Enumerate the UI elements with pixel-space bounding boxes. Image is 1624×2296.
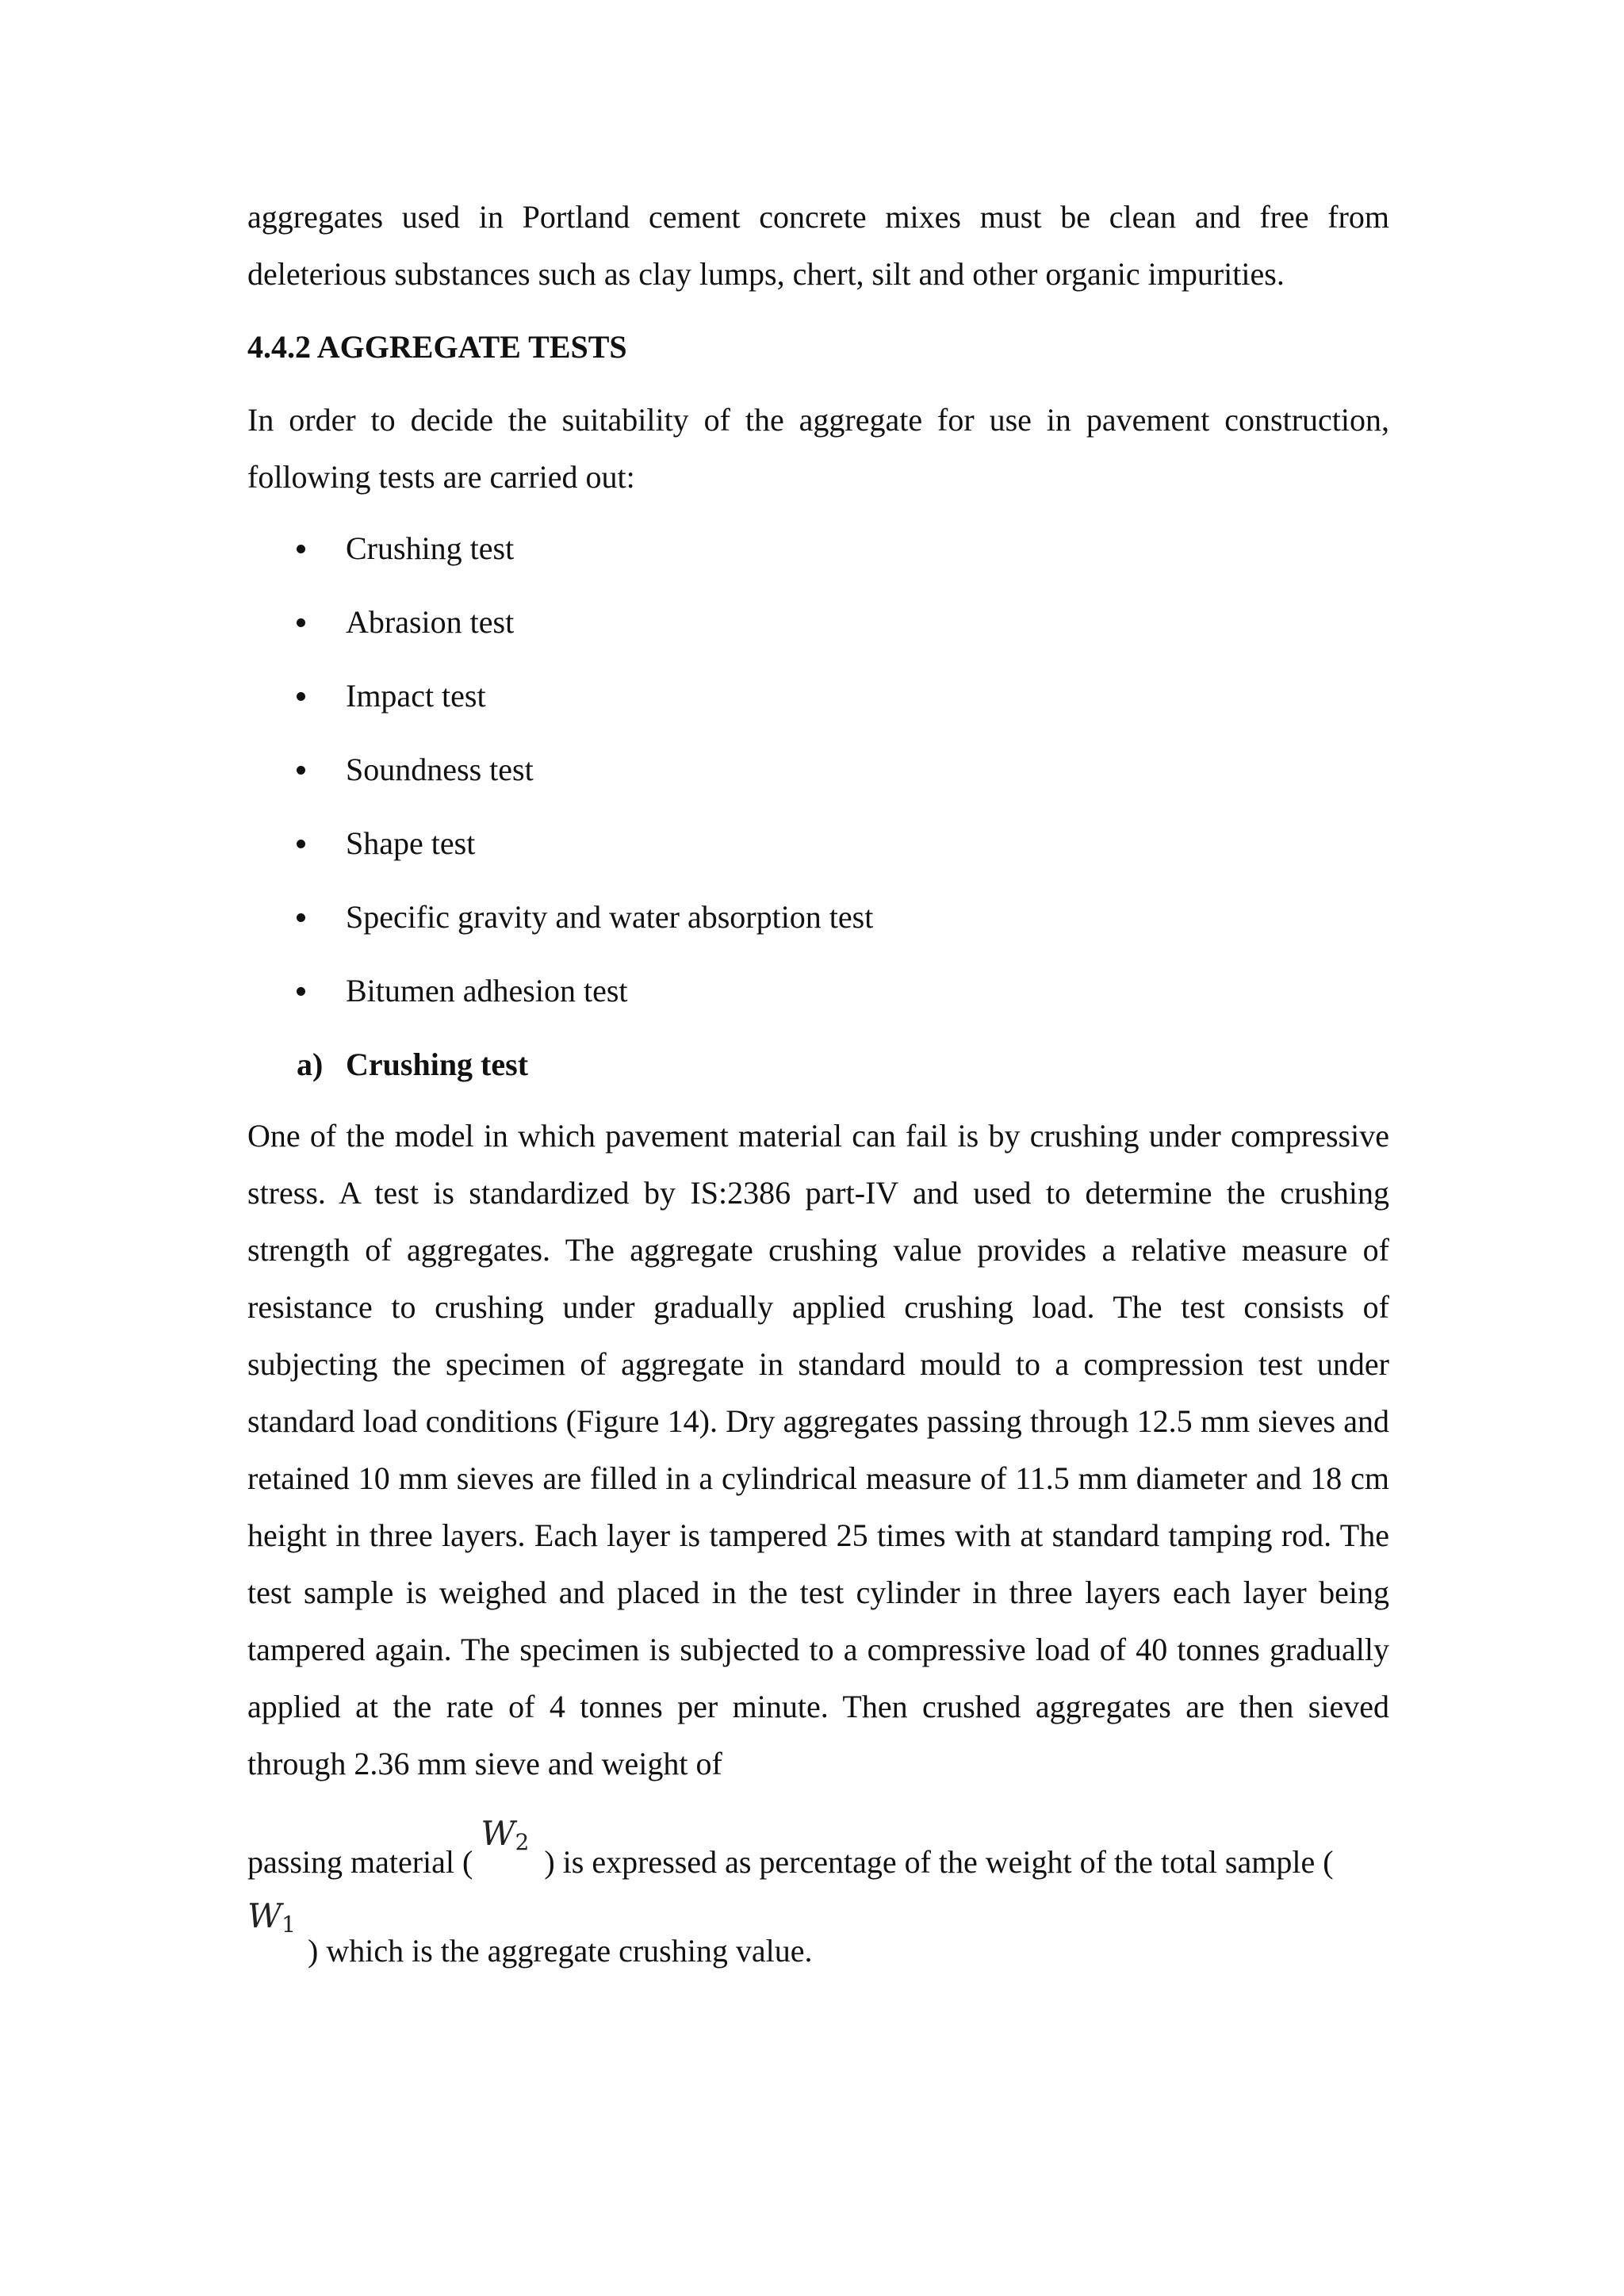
list-item-label: Specific gravity and water absorption test xyxy=(346,899,874,935)
bullet-icon xyxy=(297,766,305,775)
intro-paragraph: aggregates used in Portland cement concrete mixes must be clean and free from deleterious substances such as clay lumps, chert, silt and other organic impurities. xyxy=(247,199,1389,292)
section-intro-paragraph: In order to decide the suitability of the aggregate for use in pavement construction, following tests are carried out: xyxy=(247,402,1389,495)
subsection-title: Crushing test xyxy=(346,1047,529,1082)
list-item xyxy=(247,889,1389,946)
list-item xyxy=(247,520,1389,577)
list-item xyxy=(247,594,1389,651)
bullet-icon xyxy=(297,913,305,922)
list-item-label: Soundness test xyxy=(346,752,534,787)
list-item xyxy=(247,962,1389,1020)
final-line: ) which is the aggregate crushing value. xyxy=(308,1933,813,1969)
document-page xyxy=(247,189,1389,1980)
list-item xyxy=(247,741,1389,798)
passing-material-line xyxy=(247,1814,1389,1891)
section-heading: 4.4.2 AGGREGATE TESTS xyxy=(247,329,627,365)
tests-list xyxy=(247,520,1389,1020)
list-item-label: Shape test xyxy=(346,825,476,861)
list-item xyxy=(247,668,1389,725)
bullet-icon xyxy=(297,987,305,996)
list-item xyxy=(247,815,1389,872)
subsection-heading xyxy=(247,1036,1389,1093)
crushing-test-paragraph: One of the model in which pavement material can fail is by crushing under compressive stress. A test is standardized by IS:2386 part-IV and used to determine the crushing strength of aggregates. The aggregate crushing value provides a relative measure of resistance to crushing under gradually applied crushing load. The test consists of subjecting the specimen of aggregate in standard mould to a compression test under standard load conditions (Figure 14). Dry aggregates passing through 12.5 mm sieves and retained 10 mm sieves are filled in a cylindrical measure of 11.5 mm diameter and 18 cm height in three layers. Each layer is tampered 25 times with at standard tamping rod. The test sample is weighed and placed in the test cylinder in three layers each layer being tampered again. The specimen is subjected to a compressive load of 40 tonnes gradually applied at the rate of 4 tonnes per minute. Then crushed aggregates are then sieved through 2.36 mm sieve and weight of xyxy=(247,1118,1389,1781)
passing-text-before: passing material ( xyxy=(247,1844,473,1880)
bullet-icon xyxy=(297,618,305,627)
bullet-icon xyxy=(297,692,305,701)
list-item-label: Bitumen adhesion test xyxy=(346,973,628,1008)
passing-text-after: ) is expressed as percentage of the weight of the total sample ( xyxy=(544,1844,1334,1880)
bullet-icon xyxy=(297,840,305,848)
w1-symbol: $W_1$ xyxy=(247,1896,296,1938)
list-item-label: Abrasion test xyxy=(346,604,515,640)
subsection-marker: a) xyxy=(297,1047,324,1082)
list-item-label: Crushing test xyxy=(346,530,515,566)
list-item-label: Impact test xyxy=(346,678,486,714)
w2-symbol: $W_2$ xyxy=(481,1814,530,1855)
bullet-icon xyxy=(297,545,305,553)
